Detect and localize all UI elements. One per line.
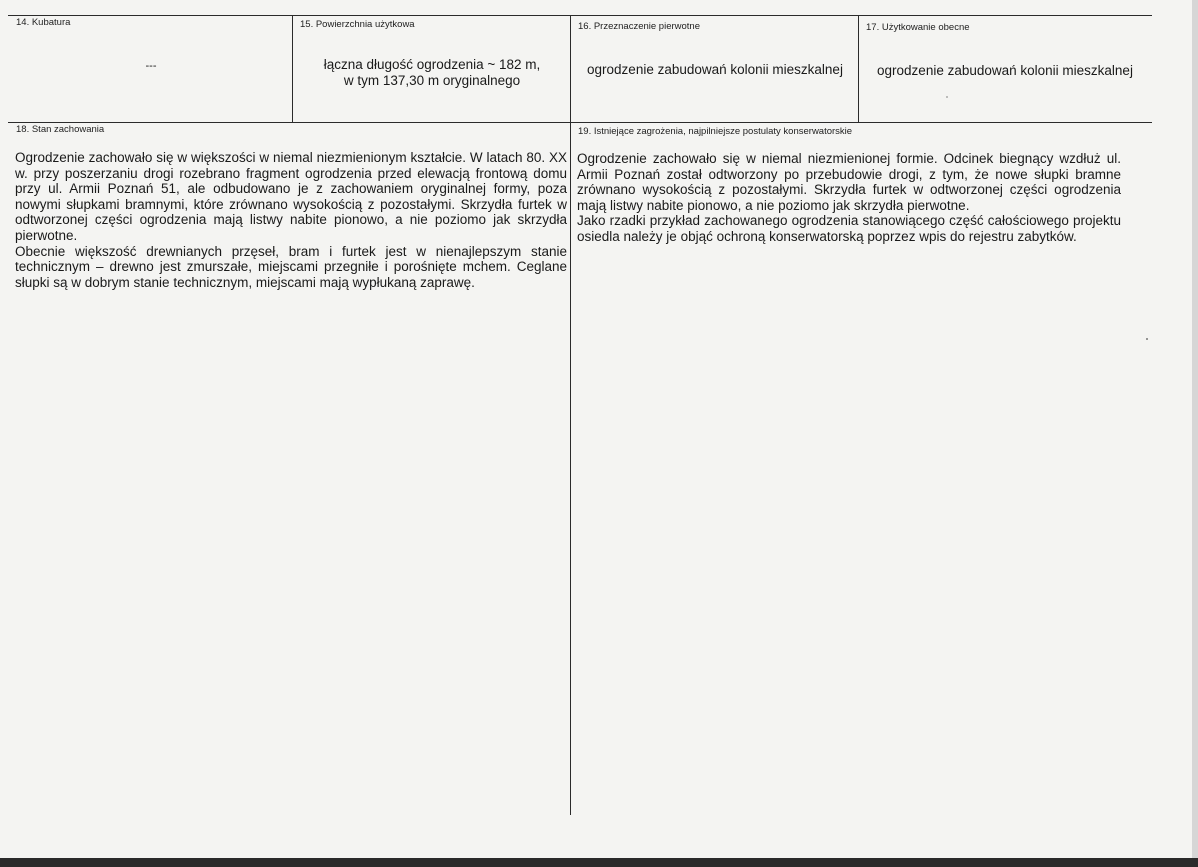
- stan-zachowania-paragraph-1: Ogrodzenie zachowało się w większości w niemal niezmienionym kształcie. W latach 80. XX w. przy poszerzaniu drogi rozebrano fragment ogrodzenia przed elewacją frontową domu przy ul. Armii Poznań 51, ale odbudowano je z zachowaniem oryginalnej formy, poza nowymi słupkami bramnymi, które zrównano wysokością z pozostałymi. Skrzydła furtek w odtworzonej części ogrodzenia mają listwy nabite pionowo, a nie poziomo jak skrzydła pierwotne.: [15, 150, 567, 243]
- zagrozenia-paragraph-1: Ogrodzenie zachowało się w niemal niezmienionej formie. Odcinek biegnący wzdłuż ul. Armii Poznań został odtworzony po przebudowie drogi, z tym, że nowe słupki bramne zrównano wysokością z pozostałymi. Skrzydła furtek w odtworzonej części ogrodzenia mają listwy nabite pionowo, a nie poziomo jak skrzydła pierwotne.: [577, 151, 1121, 213]
- kubatura-value: ---: [145, 60, 157, 72]
- table-top-border: [8, 15, 1152, 16]
- scan-speck: [1146, 338, 1148, 340]
- zagrozenia-label: 19. Istniejące zagrożenia, najpilniejsze postulaty konserwatorskie: [578, 126, 853, 137]
- przeznaczenie-value: ogrodzenie zabudowań kolonii mieszkalnej: [587, 62, 843, 77]
- uzytkowanie-label: 17. Użytkowanie obecne: [866, 22, 970, 33]
- scan-edge-right: [1192, 0, 1198, 867]
- stan-zachowania-text: [15, 150, 567, 290]
- col-divider-3: [858, 15, 859, 123]
- zagrozenia-text: [577, 151, 1121, 245]
- uzytkowanie-value: ogrodzenie zabudowań kolonii mieszkalnej: [877, 63, 1133, 78]
- powierzchnia-value-line2: w tym 137,30 m oryginalnego: [343, 73, 521, 88]
- zagrozenia-paragraph-2: Jako rzadki przykład zachowanego ogrodzenia stanowiącego część całościowego projektu osiedla należy je objąć ochroną konserwatorską poprzez wpis do rejestru zabytków.: [577, 213, 1121, 244]
- scan-edge-bottom: [0, 858, 1198, 867]
- stan-zachowania-label: 18. Stan zachowania: [16, 124, 105, 135]
- powierzchnia-value: [296, 57, 568, 89]
- row1-bottom-border: [8, 122, 1152, 123]
- kubatura-label: 14. Kubatura: [16, 17, 71, 28]
- powierzchnia-value-line1: łączna długość ogrodzenia ~ 182 m,: [323, 57, 541, 72]
- scan-speck: [946, 96, 948, 98]
- col-divider-1: [292, 15, 293, 123]
- powierzchnia-label: 15. Powierzchnia użytkowa: [300, 19, 415, 30]
- stan-zachowania-paragraph-2: Obecnie większość drewnianych przęseł, bram i furtek jest w nienajlepszym stanie technicznym – drewno jest zmurszałe, miejscami przegniłe i porośnięte mchem. Ceglane słupki są w dobrym stanie technicznym, miejscami mają wypłukaną zaprawę.: [15, 243, 567, 290]
- col-divider-2: [570, 15, 571, 815]
- przeznaczenie-label: 16. Przeznaczenie pierwotne: [578, 21, 700, 32]
